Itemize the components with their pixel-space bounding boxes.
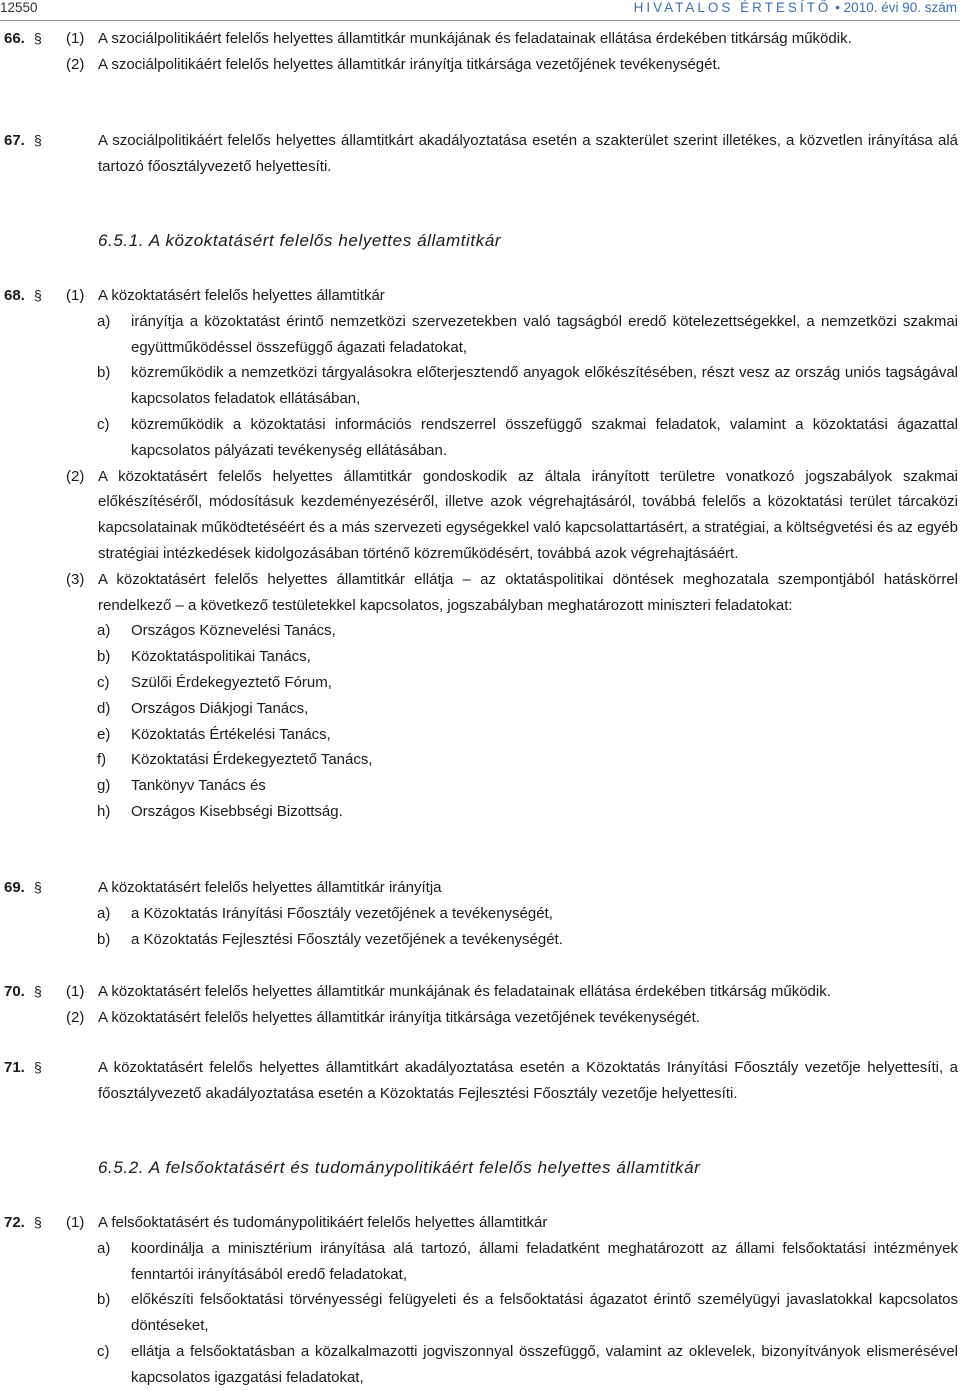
list-item: [0, 644, 960, 670]
subsection-label: (3): [66, 570, 85, 588]
list-item: [0, 1287, 960, 1339]
item-text: előkészíti felsőoktatási törvényességi felügyeleti és a felsőoktatási ágazatot érintő személyügyi javaslatokkal kapcsolatos döntéseket,: [131, 1291, 958, 1335]
journal-name: HIVATALOS ÉRTESÍTŐ: [633, 0, 832, 15]
item-label: g): [97, 777, 111, 795]
paragraph-number: 66.: [4, 30, 25, 47]
subsection: [0, 26, 960, 52]
paragraph-number: 70.: [4, 983, 25, 1000]
paragraph-68: [0, 283, 960, 825]
paragraph-number: 72.: [4, 1214, 25, 1231]
subsection-label: (1): [66, 287, 85, 304]
subsection-label: (2): [66, 467, 85, 485]
subsection-label: (1): [66, 983, 85, 1000]
list-item: [0, 696, 960, 722]
section-sign: §: [34, 132, 42, 148]
subsection-label: (1): [66, 1214, 85, 1231]
list-item: [0, 618, 960, 644]
subsection-text: A közoktatásért felelős helyettes államtitkár ellátja – az oktatáspolitikai döntések meghozatala szempontjából hatáskörrel rendelkező – a következő testületekkel kapcsolatos, jogszabályban meghatározott miniszteri feladatokat:: [98, 570, 958, 614]
subsection-text: A szociálpolitikáért felelős helyettes államtitkár irányítja titkársága vezetőjének tevékenységét.: [98, 55, 721, 73]
item-text: Országos Köznevelési Tanács,: [131, 622, 336, 640]
list-item: [0, 1339, 960, 1391]
subsection: [0, 979, 960, 1005]
paragraph-text: A közoktatásért felelős helyettes államtitkár irányítja: [98, 879, 442, 896]
item-text: Tankönyv Tanács és: [131, 777, 266, 795]
list-item: [0, 901, 960, 927]
item-label: a): [97, 1239, 111, 1257]
item-text: Közoktatási Érdekegyeztető Tanács,: [131, 751, 373, 769]
item-label: h): [97, 802, 111, 820]
item-text: Közoktatáspolitikai Tanács,: [131, 648, 311, 666]
item-text: közreműködik a közoktatási információs rendszerrel összefüggő szakmai feladatok, valamint a közoktatási ágazattal kapcsolatos pályázati tevékenység ellátásában.: [131, 415, 958, 459]
subsection-text: A közoktatásért felelős helyettes államtitkár gondoskodik az általa irányított területre vonatkozó jogszabályok szakmai előkészítéséről, módosításuk kezdeményezéséről, illetve azok végrehajtásáról, továbbá felelős a közoktatási terület tárcaközi kapcsolatainak működtetéséért és a más szervezeti egységekkel való kapcsolattartásért, a stratégiai, a költségvetési és az egyéb stratégiai intézkedések kidolgozásában történő közreműködésért, továbbá azok végrehajtásáért.: [98, 467, 958, 562]
section-sign: §: [34, 879, 42, 895]
issue-number: 2010. évi 90. szám: [843, 0, 957, 15]
paragraph-number: 67.: [4, 132, 25, 149]
list-item: [0, 773, 960, 799]
section-sign: §: [34, 287, 42, 303]
item-text: Szülői Érdekegyeztető Fórum,: [131, 673, 332, 691]
item-text: ellátja a felsőoktatásban a közalkalmazotti jogviszonnyal összefüggő, valamint az oklevelek, bizonyítványok elismerésével kapcsolatos igazgatási feladatokat,: [131, 1342, 958, 1386]
subsection-text: A közoktatásért felelős helyettes államtitkár: [98, 287, 385, 304]
paragraph-69: [0, 875, 960, 952]
subsection-text: A felsőoktatásért és tudománypolitikáért felelős helyettes államtitkár: [98, 1214, 548, 1231]
paragraph-70: [0, 979, 960, 1031]
subsection: [0, 464, 960, 567]
paragraph-number: 68.: [4, 287, 25, 304]
list-item: [0, 412, 960, 464]
list-item: [0, 1236, 960, 1288]
item-text: irányítja a közoktatást érintő nemzetközi szervezetekben való tagságból eredő kötelezettségekkel, a nemzetközi szakmai együttműködéssel összefüggő ágazati feladatokat,: [131, 312, 958, 356]
subsection-label: (1): [66, 30, 85, 47]
item-label: f): [97, 751, 107, 769]
item-label: d): [97, 699, 111, 717]
paragraph-67: [0, 128, 960, 180]
item-label: b): [97, 930, 111, 948]
item-text: a Közoktatás Fejlesztési Főosztály vezetőjének a tevékenységét.: [131, 930, 563, 948]
subsection-text: A szociálpolitikáért felelős helyettes államtitkár munkájának és feladatainak ellátása érdekében titkárság működik.: [98, 30, 852, 47]
list-item: [0, 722, 960, 748]
subsection: [0, 1210, 960, 1236]
section-sign: §: [34, 1214, 42, 1230]
item-text: Országos Kisebbségi Bizottság.: [131, 802, 343, 820]
paragraph-text: A közoktatásért felelős helyettes államtitkárt akadályoztatása esetén a Közoktatás Irányítási Főosztály vezetője helyettesíti, a főosztályvezető akadályoztatása esetén a Közoktatás Fejlesztési Főosztály vezetője helyettesíti.: [98, 1059, 958, 1102]
list-item: [0, 927, 960, 953]
header-rule: [0, 20, 960, 21]
list-item: [0, 670, 960, 696]
paragraph-71: [0, 1055, 960, 1107]
paragraph-text: A szociálpolitikáért felelős helyettes államtitkárt akadályoztatása esetén a szakterület szerint illetékes, a közvetlen irányítása alá tartozó főosztályvezető helyettesíti.: [98, 132, 958, 175]
paragraph-number: 69.: [4, 879, 25, 896]
item-label: c): [97, 415, 110, 433]
item-text: Közoktatás Értékelési Tanács,: [131, 725, 331, 743]
item-text: Országos Diákjogi Tanács,: [131, 699, 309, 717]
paragraph-number: 71.: [4, 1059, 25, 1076]
list-item: [0, 747, 960, 773]
subsection-text: A közoktatásért felelős helyettes államtitkár munkájának és feladatainak ellátása érdekében titkárság működik.: [98, 983, 831, 1000]
paragraph-72: [0, 1210, 960, 1391]
item-label: a): [97, 622, 111, 640]
item-text: a Közoktatás Irányítási Főosztály vezetőjének a tevékenységét,: [131, 904, 553, 922]
page-header: [0, 0, 960, 22]
subsection-label: (2): [66, 55, 85, 73]
paragraph-66: [0, 26, 960, 78]
item-label: b): [97, 1291, 111, 1309]
item-text: közreműködik a nemzetközi tárgyalásokra előterjesztendő anyagok előkészítésében, részt vesz az ország uniós tagságával kapcsolatos feladatok ellátásában,: [131, 364, 958, 408]
subsection: [0, 1005, 960, 1031]
list-item: [0, 309, 960, 361]
item-label: b): [97, 364, 111, 382]
subsection: [0, 52, 960, 78]
section-sign: §: [34, 30, 42, 46]
item-label: e): [97, 725, 111, 743]
section-heading-6-5-1: 6.5.1. A közoktatásért felelős helyettes államtitkár: [98, 231, 502, 250]
journal-title: HIVATALOS ÉRTESÍTŐ • 2010. évi 90. szám: [633, 0, 957, 15]
item-label: b): [97, 648, 111, 666]
list-item: [0, 360, 960, 412]
page-number: 12550: [0, 0, 38, 15]
section-sign: §: [34, 1059, 42, 1075]
subsection: [0, 283, 960, 309]
section-heading-6-5-2: 6.5.2. A felsőoktatásért és tudománypolitikáért felelős helyettes államtitkár: [98, 1158, 701, 1177]
item-label: c): [97, 1342, 110, 1360]
section-sign: §: [34, 983, 42, 999]
item-label: a): [97, 904, 111, 922]
item-label: a): [97, 312, 111, 330]
list-item: [0, 799, 960, 825]
item-label: c): [97, 673, 110, 691]
item-text: koordinálja a minisztérium irányítása alá tartozó, állami feladatként meghatározott az állami felsőoktatási intézmények fenntartói irányításából eredő feladatokat,: [131, 1239, 958, 1283]
subsection: [0, 567, 960, 619]
subsection-text: A közoktatásért felelős helyettes államtitkár irányítja titkársága vezetőjének tevékenységét.: [98, 1008, 700, 1026]
subsection-label: (2): [66, 1008, 85, 1026]
